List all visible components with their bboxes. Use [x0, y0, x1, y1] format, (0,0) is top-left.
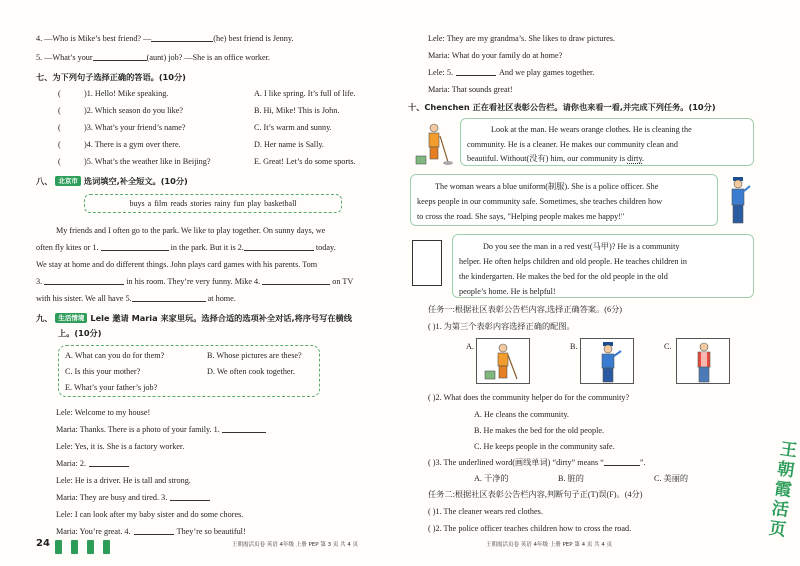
left-column — [36, 0, 390, 566]
matching-question: )4. There is a gym over there. — [84, 140, 181, 149]
passage-line-4: 3. in his room. They’re very funny. Mike 4. on TV — [36, 277, 354, 286]
matching-question: )1. Hello! Mike speaking. — [84, 89, 169, 98]
dialog-line: Lele: He is a driver. He is tall and strong. — [56, 476, 191, 485]
matching-question: )2. Which season do you like? — [84, 106, 183, 115]
answer-blank-4[interactable] — [262, 277, 330, 285]
police-officer-picture — [581, 339, 635, 385]
option-a: A. What can you do for them? — [65, 351, 165, 360]
section-9-title: 九、 生活情境 Lele 邀请 Maria 来家里玩。选择合适的选项补全对话,将序号写在横线 — [36, 313, 352, 323]
answer-blank[interactable] — [151, 34, 213, 42]
dialog-line: Maria: What do your family do at home? — [428, 51, 563, 60]
task-1-q3-option-b: B. 脏的 — [558, 474, 584, 483]
bar — [87, 540, 94, 554]
section-9-title-cont: 上。(10分) — [58, 328, 102, 338]
notice-2: The woman wears a blue uniform(制服). She is a police officer. She keeps people in our community safe. Sometimes, she teaches children how to cross the road. She says, "Helping people makes me happy!" — [410, 174, 718, 226]
task-1-q3-option-c: C. 美丽的 — [654, 474, 689, 483]
matching-answer: E. Great! Let’s do some sports. — [254, 157, 356, 166]
region-tag: 北京市 — [55, 176, 81, 186]
dialog-line: Maria: 2. — [56, 459, 129, 469]
option-a-picture[interactable] — [476, 338, 530, 384]
matching-question: )3. What’s your friend’s name? — [84, 123, 186, 132]
dialog-blank-1[interactable] — [222, 425, 266, 433]
dialog-blank-3[interactable] — [170, 493, 210, 501]
option-c-picture[interactable] — [676, 338, 730, 384]
dialog-line: Maria: Thanks. There is a photo of your family. 1. — [56, 425, 266, 435]
option-d: D. We often cook together. — [207, 367, 295, 376]
dialog-line: Maria: You’re great. 4. They’re so beautiful! — [56, 527, 246, 536]
question-4: 4. —Who is Mike’s best friend? — (he) best friend is Jenny. — [36, 34, 294, 43]
word-bank: buys a film reads stories rainy fun play basketball — [84, 194, 342, 213]
task-1-q2-option-a: A. He cleans the community. — [474, 410, 569, 419]
dialog-line: Lele: 5. And we play games together. — [428, 68, 595, 77]
task-1-q2-option-c: C. He keeps people in the community safe. — [474, 442, 615, 451]
dialog-line: Lele: They are my grandma’s. She likes to draw pictures. — [428, 34, 615, 43]
matching-question: )5. What’s the weather like in Beijing? — [84, 157, 211, 166]
brand-logo: 王朝霞活页 — [767, 439, 799, 541]
dialog-line: Maria: That sounds great! — [428, 85, 513, 94]
answer-blank-2[interactable] — [244, 243, 314, 251]
task-2-s2: ( )2. The police officer teaches children how to cross the road. — [428, 524, 632, 533]
answer-paren[interactable]: ( — [58, 106, 61, 115]
section-8-title: 八、 北京市 选词填空,补全短文。(10分) — [36, 176, 188, 186]
helper-picture — [677, 339, 731, 385]
notice-1: Look at the man. He wears orange clothes. He is cleaning the community. He is a cleaner. He makes our community clean and beautiful. Without(没有) him, our community is dirty. — [460, 118, 754, 166]
page-number: 24 — [36, 538, 50, 549]
context-tag: 生活情境 — [55, 313, 87, 323]
section-10-title: 十、Chenchen 正在看社区表彰公告栏。请你也来看一看,并完成下列任务。(10分) — [408, 102, 716, 112]
matching-answer: B. Hi, Mike! This is John. — [254, 106, 340, 115]
passage-line-3: We stay at home and do different things. John plays card games with his parents. Tom — [36, 260, 318, 269]
underlined-word-dirty: dirty — [627, 154, 643, 163]
dialog-blank-2[interactable] — [89, 459, 129, 467]
left-footer: 王朝霞活页卷 英语 4年级 上册 PEP 第 3 页 共 4 页 — [232, 542, 359, 548]
answer-paren[interactable]: ( — [58, 123, 61, 132]
task-1-q3-option-a: A. 干净的 — [474, 474, 509, 483]
dialog-line: Lele: I can look after my baby sister and do some chores. — [56, 510, 244, 519]
answer-blank[interactable] — [93, 53, 147, 61]
police-officer-picture — [724, 176, 752, 226]
answer-paren[interactable]: ( — [58, 140, 61, 149]
passage-line-2: often fly kites or 1. in the park. But it is 2. today. — [36, 243, 336, 252]
dialog-blank-4[interactable] — [134, 527, 174, 535]
task-1-q3: ( )3. The underlined word(画线单词) “dirty” means “ ”. — [428, 458, 646, 467]
option-c: C. Is this your mother? — [65, 367, 141, 376]
option-label-a: A. — [466, 342, 474, 351]
dialog-line: Maria: They are busy and tired. 3. — [56, 493, 210, 503]
answer-blank-3[interactable] — [44, 277, 124, 285]
matching-answer: A. I like spring. It’s full of life. — [254, 89, 356, 98]
passage-line-1: My friends and I often go to the park. We like to play together. On sunny days, we — [56, 226, 326, 235]
notice-3: Do you see the man in a red vest(马甲)? He is a community helper. He often helps children and old people. He teaches children in the kindergarten. He makes the bed for the old people in the old people’s home. He is helpful! — [452, 234, 754, 298]
task-2-s1: ( )1. The cleaner wears red clothes. — [428, 507, 543, 516]
passage-line-5: with his sister. We all have 5. at home. — [36, 294, 236, 303]
task-1-title: 任务一:根据社区表彰公告栏内容,选择正确答案。(6分) — [428, 305, 622, 314]
bar — [103, 540, 110, 554]
answer-paren[interactable]: ( — [58, 157, 61, 166]
option-b-picture[interactable] — [580, 338, 634, 384]
question-5: 5. —What’s your (aunt) job? —She is an office worker. — [36, 53, 270, 62]
matching-answer: D. Her name is Sally. — [254, 140, 324, 149]
matching-answer: C. It’s warm and sunny. — [254, 123, 332, 132]
option-e: E. What’s your father’s job? — [65, 383, 158, 392]
dialog-line: Lele: Welcome to my house! — [56, 408, 151, 417]
bar — [55, 540, 62, 554]
right-column — [408, 0, 760, 566]
option-label-b: B. — [570, 342, 578, 351]
answer-paren[interactable]: ( — [58, 89, 61, 98]
answer-blank-5[interactable] — [132, 294, 206, 302]
task-1-q1: ( )1. 为第三个表彰内容选择正确的配图。 — [428, 322, 575, 331]
cleaner-picture — [477, 339, 531, 385]
option-b: B. Whose pictures are these? — [207, 351, 302, 360]
cleaner-picture — [412, 122, 456, 168]
dialog-line: Lele: Yes, it is. She is a factory worker. — [56, 442, 185, 451]
bar — [71, 540, 78, 554]
blank-picture-box — [412, 240, 442, 286]
answer-blank-1[interactable] — [101, 243, 169, 251]
option-label-c: C. — [664, 342, 672, 351]
task-2-title: 任务二:根据社区表彰公告栏内容,判断句子正(T)误(F)。(4分) — [428, 490, 643, 499]
task-1-q2: ( )2. What does the community helper do for the community? — [428, 393, 630, 402]
answer-blank[interactable] — [604, 458, 640, 466]
decorative-bars — [55, 540, 119, 559]
options-box — [58, 345, 320, 397]
section-7-title: 七、为下列句子选择正确的答语。(10分) — [36, 72, 186, 82]
right-footer: 王朝霞活页卷 英语 4年级 上册 PEP 第 4 页 共 4 页 — [486, 542, 613, 548]
dialog-blank-5[interactable] — [456, 68, 496, 76]
task-1-q2-option-b: B. He makes the bed for the old people. — [474, 426, 605, 435]
